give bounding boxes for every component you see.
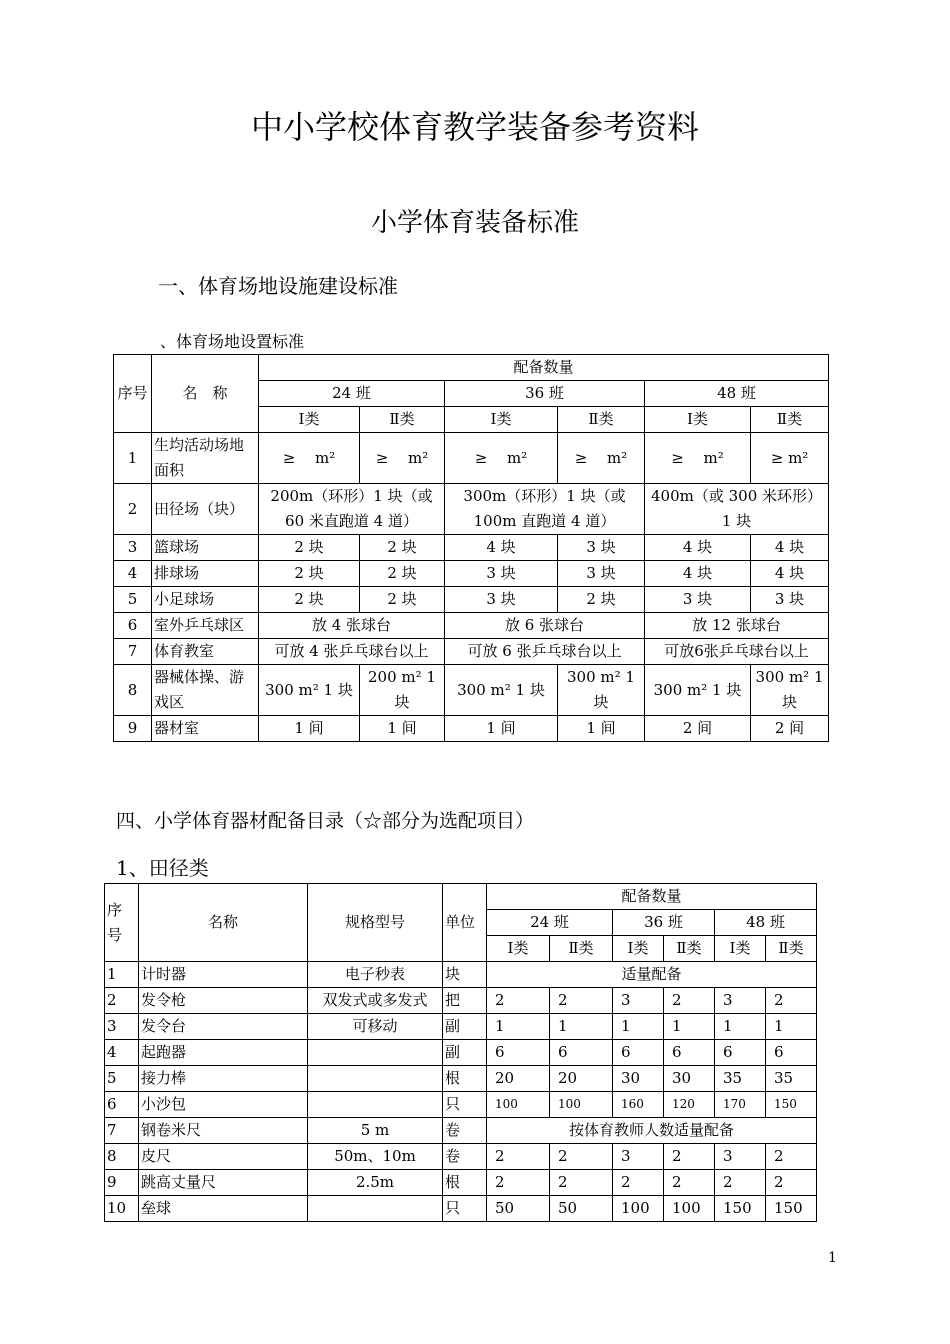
row-spec: 50m、10m [308,1144,443,1170]
row-value: 1 [664,1014,715,1040]
table-header-row [105,884,817,910]
page-title: 中小学校体育教学装备参考资料 [250,108,699,146]
row-seq: 4 [114,561,152,587]
table-row [105,1066,817,1092]
row-unit: 根 [443,1066,487,1092]
row-name: 发令台 [139,1014,308,1040]
header-seq: 序号 [114,355,152,433]
row-name: 皮尺 [139,1144,308,1170]
header-seq: 序号 [105,884,139,962]
row-value: 2 块 [259,587,360,613]
header-class2: Ⅱ类 [550,936,613,962]
header-class1: Ⅰ类 [487,936,550,962]
subsection-heading-1: 、体育场地设置标准 [160,332,305,351]
row-value: 6 [550,1040,613,1066]
table-row [114,665,829,716]
row-value: 2 [487,1144,550,1170]
row-value: 300 m² 1 块 [445,665,558,716]
row-value: 50 [550,1196,613,1222]
row-value: 3 块 [645,587,751,613]
header-class2: Ⅱ类 [766,936,817,962]
document-subtitle: 小学体育装备标准 [370,208,579,238]
row-value: 2 [487,1170,550,1196]
header-unit: 单位 [443,884,487,962]
row-merged-value: 200m（环形）1 块（或60 米直跑道 4 道） [259,484,445,535]
header-48: 48 班 [715,910,817,936]
row-value: ≥ m² [445,433,558,484]
header-class2: Ⅱ类 [558,407,645,433]
row-value: 6 [715,1040,766,1066]
subsection-heading-track: 1、田径类 [116,856,209,880]
row-name: 计时器 [139,962,308,988]
header-qty: 配备数量 [487,884,817,910]
row-value: 4 块 [645,561,751,587]
row-value: 4 块 [645,535,751,561]
row-value: 4 块 [445,535,558,561]
row-value: 3 块 [751,587,829,613]
row-merged-value: 放 12 张球台 [645,613,829,639]
row-value: 3 [715,988,766,1014]
row-value: ≥ m² [259,433,360,484]
row-value: 170 [715,1092,766,1118]
header-class1: Ⅰ类 [259,407,360,433]
row-value: ≥ m² [360,433,445,484]
row-value: 2 块 [360,535,445,561]
row-seq: 4 [105,1040,139,1066]
row-seq: 10 [105,1196,139,1222]
row-name: 田径场（块） [152,484,259,535]
row-value: 35 [766,1066,817,1092]
row-value: 1 间 [360,716,445,742]
row-value: 6 [613,1040,664,1066]
row-value: 1 [715,1014,766,1040]
row-seq: 8 [105,1144,139,1170]
row-seq: 9 [114,716,152,742]
table-header-row [114,355,829,381]
row-value: 2 [664,1170,715,1196]
row-value: 3 块 [558,561,645,587]
table-row [105,1118,817,1144]
row-value: 3 块 [445,561,558,587]
row-value: 4 块 [751,561,829,587]
row-value: 2 [487,988,550,1014]
row-value: 20 [487,1066,550,1092]
header-48: 48 班 [645,381,829,407]
row-unit: 卷 [443,1144,487,1170]
row-name: 排球场 [152,561,259,587]
row-value: 2 块 [360,587,445,613]
row-value: 2 块 [558,587,645,613]
row-value: 100 [613,1196,664,1222]
table-row [105,1196,817,1222]
row-value: 2 块 [259,535,360,561]
row-name: 器械体操、游戏区 [152,665,259,716]
row-value: 300 m² 1 块 [558,665,645,716]
header-36: 36 班 [613,910,715,936]
row-merged-value: 放 4 张球台 [259,613,445,639]
header-24: 24 班 [487,910,613,936]
row-name: 钢卷米尺 [139,1118,308,1144]
table-row [114,535,829,561]
row-unit: 只 [443,1196,487,1222]
row-value: 1 间 [259,716,360,742]
row-value: 3 [613,988,664,1014]
row-value: 200 m² 1 块 [360,665,445,716]
row-value: 35 [715,1066,766,1092]
row-name: 器材室 [152,716,259,742]
header-name: 名称 [139,884,308,962]
header-class2: Ⅱ类 [751,407,829,433]
table-row [114,587,829,613]
table-row [114,433,829,484]
header-qty: 配备数量 [259,355,829,381]
row-seq: 3 [114,535,152,561]
row-value: 1 间 [445,716,558,742]
row-value: 6 [487,1040,550,1066]
row-name: 小沙包 [139,1092,308,1118]
section-heading-4: 四、小学体育器材配备目录（☆部分为选配项目） [116,810,535,832]
row-value: 2 块 [360,561,445,587]
row-value: 2 [664,1144,715,1170]
row-seq: 1 [105,962,139,988]
row-value: 50 [487,1196,550,1222]
table-row [114,613,829,639]
track-equipment-table [104,883,817,1222]
header-class1: Ⅰ类 [645,407,751,433]
row-value: 150 [766,1196,817,1222]
row-value: 1 [487,1014,550,1040]
row-merged-value: 适量配备 [487,962,817,988]
row-value: 2 [550,1170,613,1196]
row-spec [308,1040,443,1066]
row-name: 垒球 [139,1196,308,1222]
row-value: 2 间 [645,716,751,742]
row-spec: 电子秒表 [308,962,443,988]
row-value: 3 [715,1144,766,1170]
row-value: 3 [613,1144,664,1170]
row-merged-value: 按体育教师人数适量配备 [487,1118,817,1144]
row-name: 生均活动场地面积 [152,433,259,484]
row-value: 3 块 [558,535,645,561]
header-24: 24 班 [259,381,445,407]
row-value: 2 [613,1170,664,1196]
row-value: 100 [664,1196,715,1222]
row-seq: 3 [105,1014,139,1040]
table-row [114,484,829,535]
row-value: 2 [766,988,817,1014]
row-name: 起跑器 [139,1040,308,1066]
row-value: 1 [550,1014,613,1040]
row-name: 室外乒乓球区 [152,613,259,639]
row-value: 120 [664,1092,715,1118]
table-row [105,1040,817,1066]
row-merged-value: 可放 4 张乒乓球台以上 [259,639,445,665]
row-value: 1 [766,1014,817,1040]
row-seq: 8 [114,665,152,716]
row-spec: 双发式或多发式 [308,988,443,1014]
table-row [105,1014,817,1040]
row-unit: 根 [443,1170,487,1196]
row-value: 150 [766,1092,817,1118]
section-heading-1: 一、体育场地设施建设标准 [158,274,398,298]
table-row [105,962,817,988]
row-seq: 2 [114,484,152,535]
row-name: 体育教室 [152,639,259,665]
header-36: 36 班 [445,381,645,407]
row-value: 2 [664,988,715,1014]
row-value: 100 [550,1092,613,1118]
page-number: 1 [828,1250,837,1266]
row-name: 篮球场 [152,535,259,561]
row-value: 1 间 [558,716,645,742]
row-value: 300 m² 1 块 [751,665,829,716]
table-row [105,988,817,1014]
row-unit: 只 [443,1092,487,1118]
row-value: 2 [550,1144,613,1170]
row-seq: 6 [114,613,152,639]
row-value: ≥ m² [751,433,829,484]
row-name: 小足球场 [152,587,259,613]
row-value: 1 [613,1014,664,1040]
row-value: 2 [550,988,613,1014]
row-merged-value: 放 6 张球台 [445,613,645,639]
row-seq: 6 [105,1092,139,1118]
header-class1: Ⅰ类 [445,407,558,433]
row-value: ≥ m² [645,433,751,484]
row-merged-value: 可放6张乒乓球台以上 [645,639,829,665]
row-value: 2 间 [751,716,829,742]
row-name: 发令枪 [139,988,308,1014]
row-seq: 9 [105,1170,139,1196]
row-seq: 7 [114,639,152,665]
row-value: 6 [664,1040,715,1066]
header-class1: Ⅰ类 [715,936,766,962]
row-value: 30 [613,1066,664,1092]
header-name: 名 称 [152,355,259,433]
row-seq: 1 [114,433,152,484]
row-value: 160 [613,1092,664,1118]
row-spec [308,1066,443,1092]
row-spec [308,1092,443,1118]
row-name: 接力棒 [139,1066,308,1092]
header-spec: 规格型号 [308,884,443,962]
venue-standard-table [113,354,829,742]
row-merged-value: 400m（或 300 米环形）1 块 [645,484,829,535]
row-unit: 副 [443,1014,487,1040]
row-spec [308,1196,443,1222]
row-value: 2 [766,1170,817,1196]
row-unit: 块 [443,962,487,988]
row-value: 4 块 [751,535,829,561]
row-value: 20 [550,1066,613,1092]
row-value: ≥ m² [558,433,645,484]
header-class2: Ⅱ类 [360,407,445,433]
row-value: 3 块 [445,587,558,613]
table-row [114,716,829,742]
row-value: 2 [766,1144,817,1170]
row-value: 2 [715,1170,766,1196]
row-value: 6 [766,1040,817,1066]
row-merged-value: 可放 6 张乒乓球台以上 [445,639,645,665]
table-row [105,1144,817,1170]
table-row [105,1170,817,1196]
row-value: 150 [715,1196,766,1222]
row-unit: 把 [443,988,487,1014]
row-seq: 2 [105,988,139,1014]
row-spec: 5 m [308,1118,443,1144]
row-seq: 7 [105,1118,139,1144]
header-class2: Ⅱ类 [664,936,715,962]
row-spec: 2.5m [308,1170,443,1196]
row-unit: 副 [443,1040,487,1066]
table-row [105,1092,817,1118]
row-spec: 可移动 [308,1014,443,1040]
row-value: 300 m² 1 块 [259,665,360,716]
row-value: 100 [487,1092,550,1118]
row-name: 跳高丈量尺 [139,1170,308,1196]
row-value: 300 m² 1 块 [645,665,751,716]
row-seq: 5 [114,587,152,613]
table-row [114,639,829,665]
row-value: 2 块 [259,561,360,587]
table-row [114,561,829,587]
row-seq: 5 [105,1066,139,1092]
row-unit: 卷 [443,1118,487,1144]
header-class1: Ⅰ类 [613,936,664,962]
row-merged-value: 300m（环形）1 块（或100m 直跑道 4 道） [445,484,645,535]
row-value: 30 [664,1066,715,1092]
